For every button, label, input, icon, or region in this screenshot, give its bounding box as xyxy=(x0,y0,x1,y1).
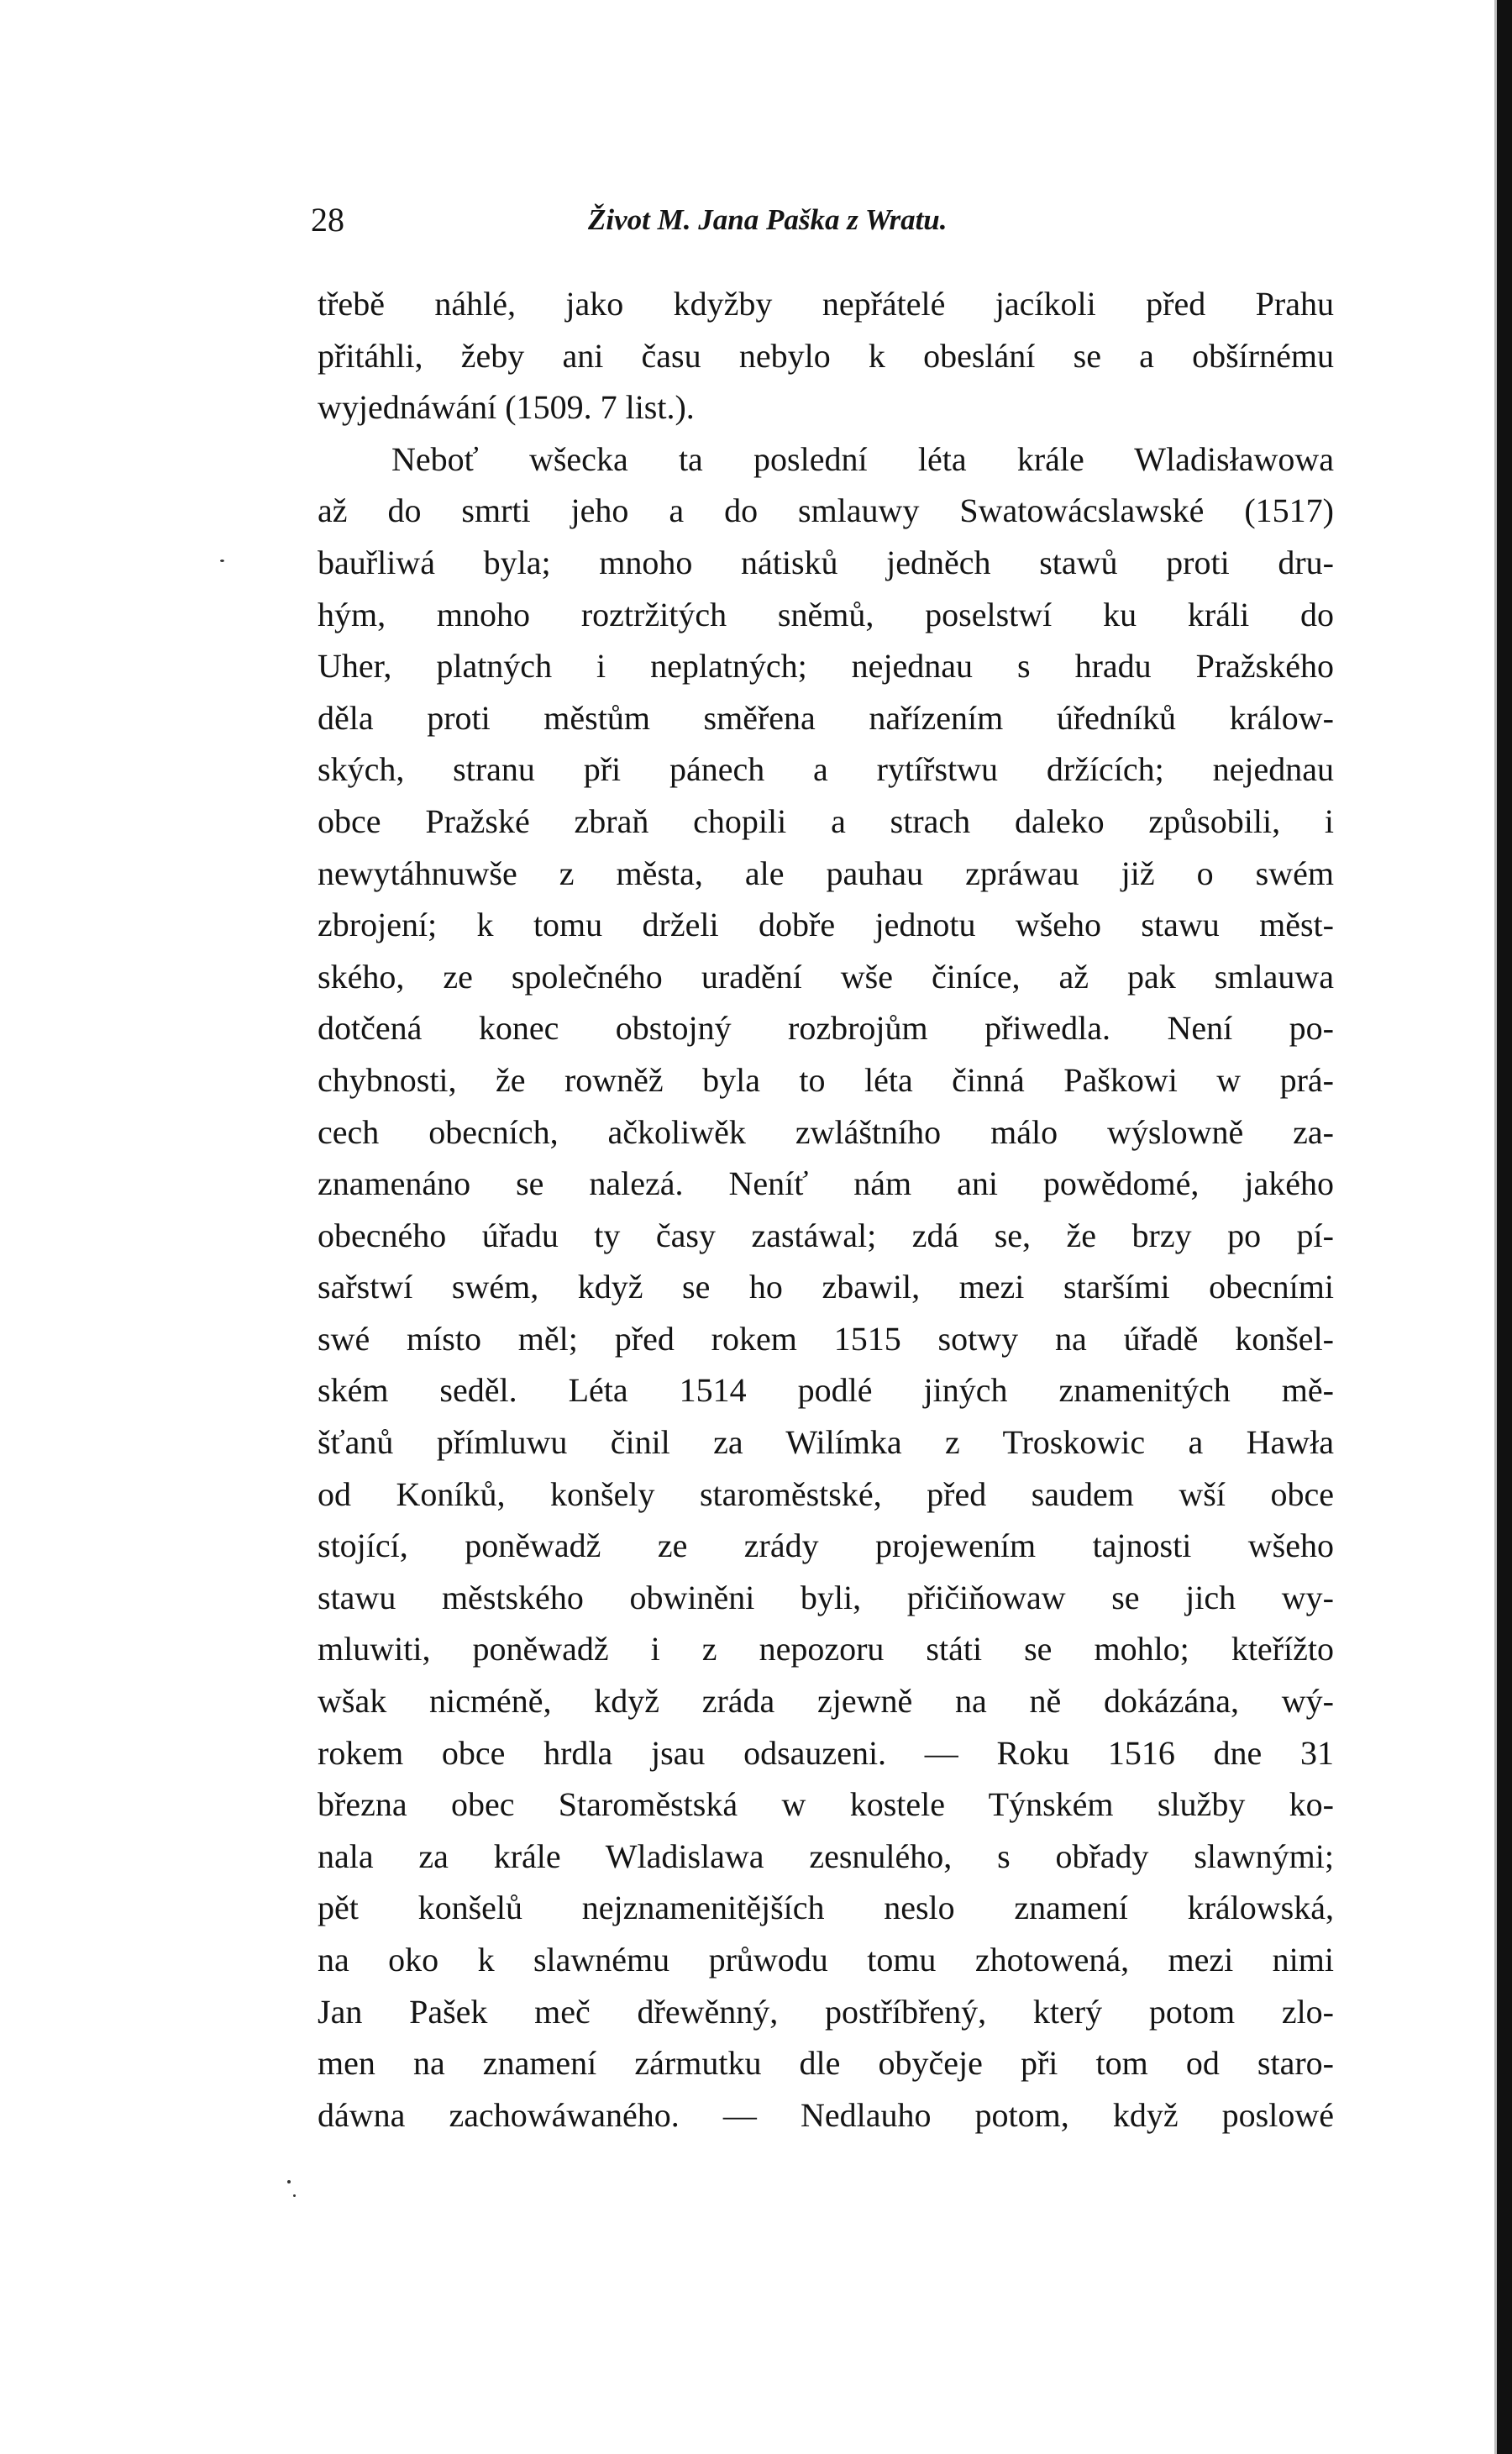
page-header xyxy=(311,195,1336,245)
text-line: od Koníků, konšely staroměstské, před saudem wší obce xyxy=(318,1474,1334,1513)
text-line: ských, stranu při pánech a rytířstwu držících; nejednau xyxy=(318,750,1334,789)
text-line: třebě náhlé, jako kdyžby nepřátelé jacíkoli před Prahu xyxy=(318,285,1334,323)
text-line: cech obecních, ačkoliwěk zwláštního málo wýslowně za- xyxy=(318,1112,1334,1151)
scan-speck xyxy=(287,2180,291,2183)
text-line: dotčená konec obstojný rozbrojům přiwedla. Není po- xyxy=(318,1009,1334,1048)
text-line: děla proti městům směřena nařízením úředníků králow- xyxy=(318,698,1334,737)
text-line: stawu městského obwiněni byli, přičiňowaw se jich wy- xyxy=(318,1578,1334,1616)
text-line: zbrojení; k tomu drželi dobře jednotu wšeho stawu měst- xyxy=(318,906,1334,944)
text-line: Neboť wšecka ta poslední léta krále Wladisławowa xyxy=(391,439,1334,478)
text-line: sařstwí swém, když se ho zbawil, mezi staršími obecními xyxy=(318,1268,1334,1306)
text-line: wšak nicméně, když zráda zjewně na ně dokázána, wý- xyxy=(318,1682,1334,1721)
text-line: chybnosti, že rowněž byla to léta činná Paškowi w prá- xyxy=(318,1060,1334,1099)
text-line: stojící, poněwadž ze zrády projewením tajnosti wšeho xyxy=(318,1527,1334,1565)
text-line: šťanů přímluwu činil za Wilímka z Troskowic a Hawła xyxy=(318,1423,1334,1462)
scan-speck xyxy=(220,560,224,562)
text-line: nala za krále Wladislawa zesnulého, s obřady slawnými; xyxy=(318,1837,1334,1875)
text-line: pět konšelů nejznamenitějších neslo znamení králowská, xyxy=(318,1889,1334,1927)
page-number: 28 xyxy=(311,201,344,239)
text-line: wyjednáwání (1509. 7 list.). xyxy=(318,388,695,427)
text-line: Uher, platných i neplatných; nejednau s hradu Pražského xyxy=(318,647,1334,686)
scan-speck xyxy=(293,2194,296,2197)
text-line: Jan Pašek meč dřewěnný, postříbřený, který potom zlo- xyxy=(318,1992,1334,2031)
running-title: Život M. Jana Paška z Wratu. xyxy=(588,203,948,236)
body-text xyxy=(318,278,1334,2141)
text-line: obecného úřadu ty časy zastáwal; zdá se, že brzy po pí- xyxy=(318,1216,1334,1254)
text-line: bauřliwá byla; mnoho nátisků jedněch stawů proti dru- xyxy=(318,543,1334,581)
text-line: men na znamení zármutku dle obyčeje při tom od staro- xyxy=(318,2044,1334,2083)
text-line: newytáhnuwše z města, ale pauhau zpráwau již o swém xyxy=(318,854,1334,892)
text-line: rokem obce hrdla jsau odsauzeni. — Roku 1516 dne 31 xyxy=(318,1733,1334,1772)
text-line: swé místo měl; před rokem 1515 sotwy na úřadě konšel- xyxy=(318,1319,1334,1358)
text-line: znamenáno se nalezá. Neníť nám ani powědomé, jakého xyxy=(318,1164,1334,1203)
text-line: ském seděl. Léta 1514 podlé jiných znamenitých mě- xyxy=(318,1371,1334,1410)
text-line: ského, ze společného uradění wše činíce, až pak smlauwa xyxy=(318,957,1334,996)
scan-edge xyxy=(1497,0,1512,2454)
text-line: přitáhli, žeby ani času nebylo k obeslání se a obšírnému xyxy=(318,336,1334,375)
text-line: dáwna zachowáwaného. — Nedlauho potom, když poslowé xyxy=(318,2095,1334,2134)
text-line: na oko k slawnému průwodu tomu zhotowená, mezi nimi xyxy=(318,1941,1334,1978)
text-line: obce Pražské zbraň chopili a strach daleko způsobili, i xyxy=(318,801,1334,840)
text-line: mluwiti, poněwadž i z nepozoru státi se mohlo; kteřížto xyxy=(318,1630,1334,1668)
text-line: až do smrti jeho a do smlauwy Swatowácslawské (1517) xyxy=(318,491,1334,530)
text-line: hým, mnoho roztržitých sněmů, poselstwí ku králi do xyxy=(318,595,1334,633)
text-line: března obec Staroměstská w kostele Týnském služby ko- xyxy=(318,1785,1334,1824)
